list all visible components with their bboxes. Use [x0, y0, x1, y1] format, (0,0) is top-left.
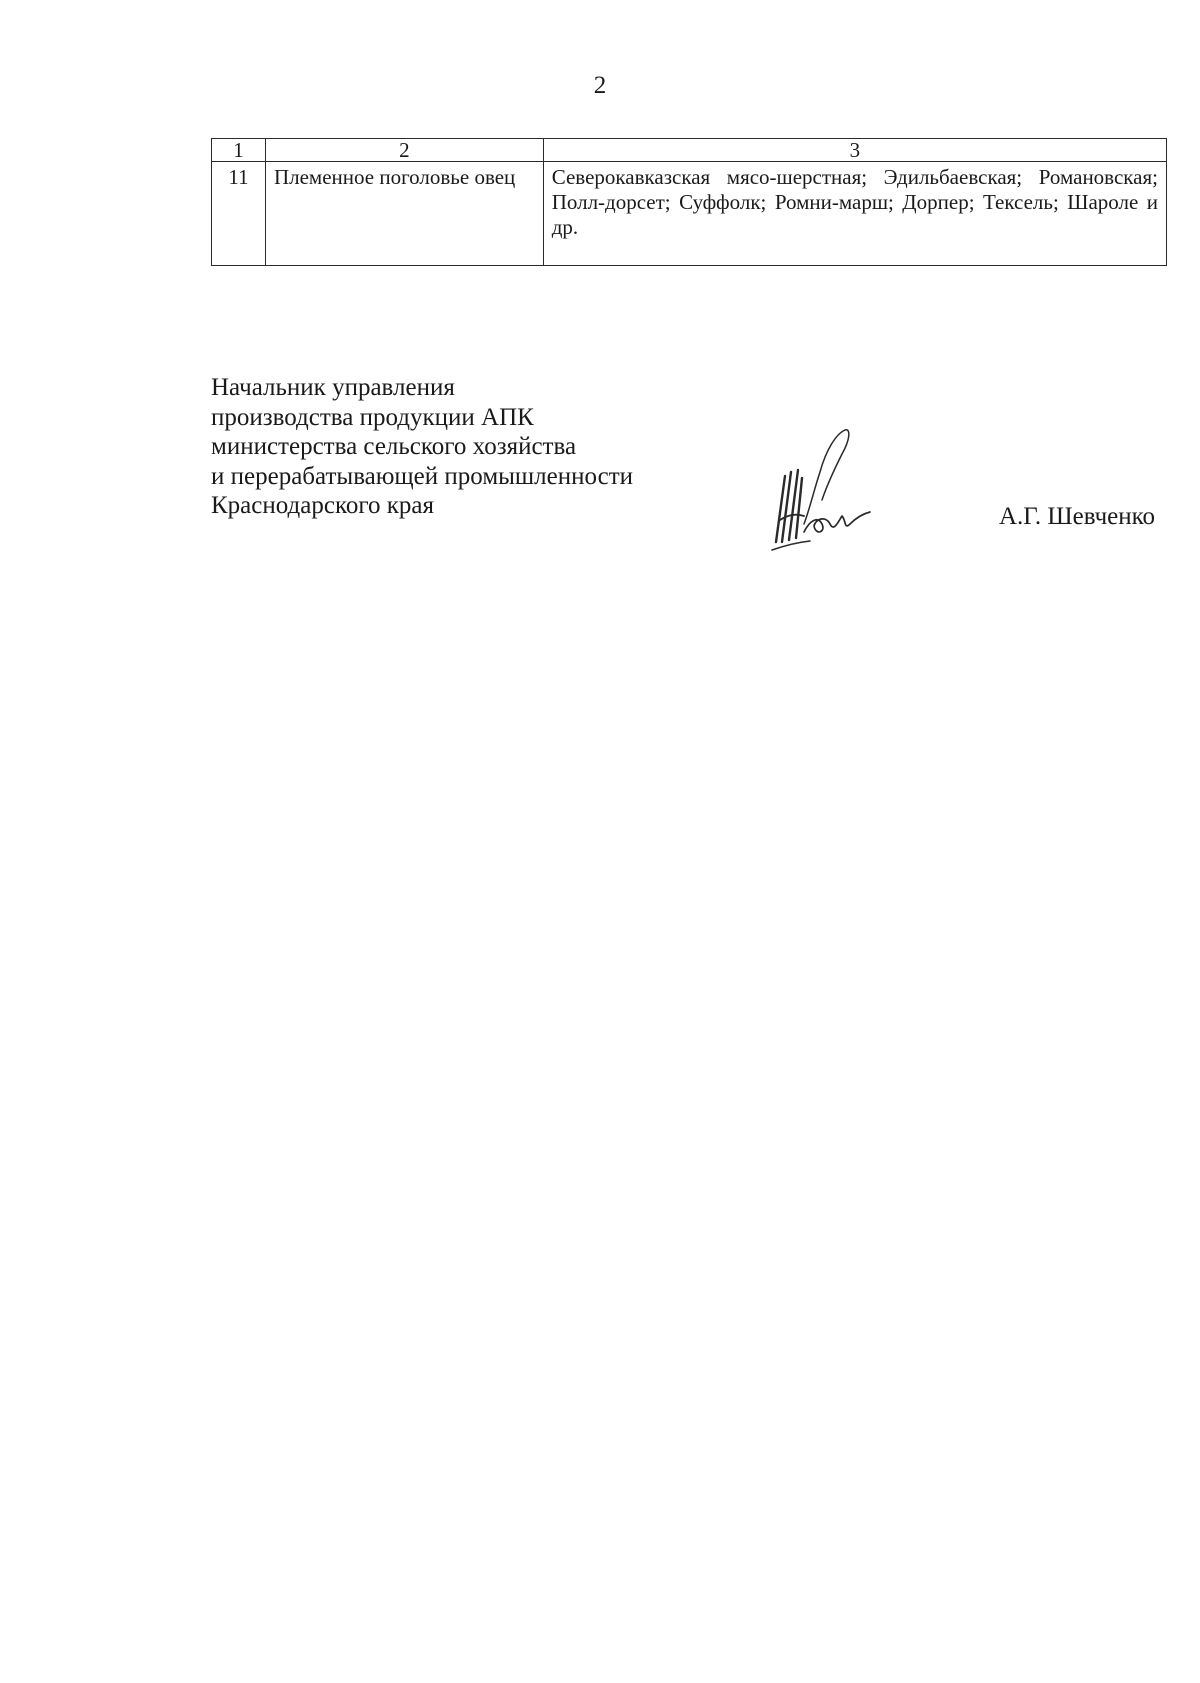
position-line: и перерабатывающей промышленности — [211, 462, 634, 490]
breeds-table — [211, 138, 1167, 266]
breeds-list-cell: Северокавказская мясо-шерстная; Эдильбаевская; Романовская; Полл-дорсет; Суффолк; Ромни-марш; Дорпер; Тексель; Шароле и др. — [543, 162, 1166, 266]
column-header-3: 3 — [543, 139, 1166, 162]
table-row — [212, 162, 1167, 266]
position-line: производства продукции АПК — [211, 403, 534, 431]
signer-name: А.Г. Шевченко — [998, 503, 1155, 530]
column-header-2: 2 — [265, 139, 543, 162]
table-header-row — [212, 139, 1167, 162]
handwritten-signature — [752, 420, 892, 560]
page-number: 2 — [593, 72, 607, 99]
signatory-position — [211, 373, 633, 521]
position-line: Начальник управления — [211, 374, 455, 401]
column-header-1: 1 — [212, 139, 266, 162]
livestock-category-cell: Племенное поголовье овец — [265, 162, 543, 266]
position-line: министерства сельского хозяйства — [211, 433, 577, 460]
position-line: Краснодарского края — [211, 492, 434, 519]
row-number-cell: 11 — [212, 162, 266, 266]
